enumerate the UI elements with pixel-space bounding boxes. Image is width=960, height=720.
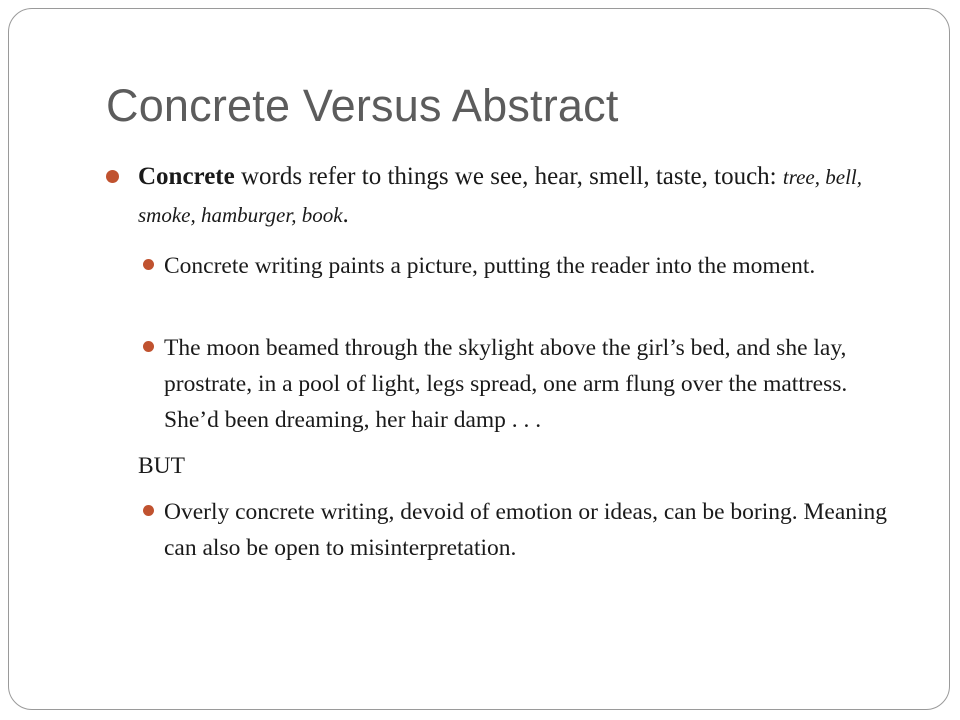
example-words: tree, bell, smoke, hamburger, book: [138, 165, 862, 227]
bullet-example-passage: The moon beamed through the skylight above the girl’s bed, and she lay, prostrate, in a pool of light, legs spread, one arm flung over the mattress. She’d been dreaming, her hair damp . . .: [164, 335, 848, 433]
bullet-end: .: [342, 201, 349, 228]
bullet-text: words refer to things we see, hear, smell, taste, touch:: [234, 163, 783, 190]
bullet-marker: [143, 341, 154, 352]
bullet-marker: [143, 259, 154, 270]
bullet-concrete-words: [138, 158, 898, 234]
bullet-overly-concrete: Overly concrete writing, devoid of emotion or ideas, can be boring. Meaning can also be open to misinterpretation.: [164, 499, 888, 561]
but-label: BUT: [138, 453, 185, 479]
slide-title: Concrete Versus Abstract: [106, 80, 619, 131]
bullet-marker: [106, 170, 119, 183]
bold-lead-term: Concrete: [138, 163, 235, 190]
bullet-concrete-writing: Concrete writing paints a picture, putting the reader into the moment.: [164, 253, 816, 279]
bullet-marker: [143, 505, 154, 516]
